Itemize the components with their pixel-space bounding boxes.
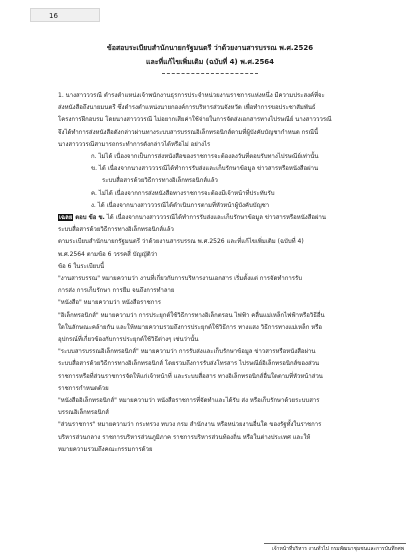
option-b-continued: ระบบสื่อสารด้วยวิธีการทางอิเล็กทรอนิกส์แล้ว bbox=[102, 177, 218, 185]
answer-label: เฉลย bbox=[59, 214, 73, 222]
page-number: 16 bbox=[30, 8, 100, 22]
page-footer: เจ้าหน้าที่บริหาร งานทั่วไป กรมพัฒนาชุมชนและการบันทึกศพ bbox=[264, 543, 406, 556]
question-line: นางสาวววรณีสามารถกระทำการดังกล่าวได้หรือไม่ อย่างไร bbox=[58, 140, 211, 148]
answer-line: ตามระเบียบสำนักนายกรัฐมนตรี ว่าด้วยงานสารบรรณ พ.ศ.2526 และที่แก้ไขเพิ่มเติม (ฉบับที่ 4) bbox=[58, 238, 304, 246]
answer-line: "ส่วนราชการ" หมายความว่า กระทรวง ทบวง กรม สำนักงาน หรือหน่วยงานอื่นใด ของรัฐทั้งในราชการ bbox=[58, 421, 322, 429]
answer-line: ระบบสื่อสารด้วยวิธีการทางอิเล็กทรอนิกส์แล้ว bbox=[58, 226, 174, 234]
answer-line: บรรณอิเล็กทรอนิกส์ bbox=[58, 409, 109, 417]
option-c: ค. ไม่ได้ เนื่องจากการส่งหนังสือทางราชการจะต้องมีเจ้าหน้าที่ประทับรับ bbox=[91, 189, 275, 197]
question-line: จึงได้ทำการส่งหนังสือดังกล่าวผ่านทางระบบสารบรรณอิเล็กทรอนิกส์ตามที่ผู้บังคับบัญชากำหนด กรณีนี้ bbox=[58, 128, 319, 136]
question-line: โครงการฝึกอบรม โดยนางสาวววรณี ไม่อยากเสียค่าใช้จ่ายในการจัดส่งเอกสารทางไปรษณีย์ นางสาวววรณี bbox=[58, 116, 332, 124]
answer-line: "ระบบสารบรรณอิเล็กทรอนิกส์" หมายความว่า การรับส่งและเก็บรักษาข้อมูล ข่าวสารหรือหนังสือผ่าน bbox=[58, 348, 316, 356]
answer-line: พ.ศ.2564 ตามข้อ 6 วรรคสี่ บัญญัติว่า bbox=[58, 250, 158, 258]
answer-line: การส่ง การเก็บรักษา การยืม จนถึงการทำลาย bbox=[58, 287, 175, 295]
question-line: 1. นางสาวววรณี ตำรงตำแหน่งเจ้าพนักงานธุรการประจำหน่วยงานราชการแห่งหนึ่ง มีความประสงค์ที่จะ bbox=[58, 92, 325, 99]
answer-line: บริหารส่วนกลาง ราชการบริหารส่วนภูมิภาค ราชการบริหารส่วนท้องถิ่น หรือในต่างประเทศ และให้ bbox=[58, 433, 311, 441]
document-title: ข้อสอบระเบียบสำนักนายกรัฐมนตรี ว่าด้วยงานสารบรรณ พ.ศ.2526 bbox=[106, 44, 314, 52]
answer-line: ใดในลักษณะคล้ายกัน และให้หมายความรวมถึงการประยุกต์ใช้วิธีการ ทางแสง วิธีการทางแม่เหล็ก หรือ bbox=[58, 323, 323, 331]
answer-line: อุปกรณ์ที่เกี่ยวข้องกับการประยุกต์ใช้วิธีต่างๆ เช่นว่านั้น bbox=[58, 336, 199, 344]
answer-text: ได้ เนื่องจากนางสาวววรณีได้ทำการรับส่งและเก็บรักษาข้อมูล ข่าวสารหรือหนังสือผ่าน bbox=[104, 214, 326, 222]
answer-line: ระบบสื่อสารด้วยวิธีการทางอิเล็กทรอนิกส์ โดยรวมถึงการรับส่งโทรสาร ไปรษณีย์อิเล็กทรอนิกส์ของส่วน bbox=[58, 360, 320, 368]
answer-line: "หนังสืออิเล็กทรอนิกส์" หมายความว่า หนังสือราชการที่จัดทำและได้รับ ส่ง หรือเก็บรักษาด้วยระบบสาร bbox=[58, 397, 320, 405]
answer-line: "หนังสือ" หมายความว่า หนังสือราชการ bbox=[58, 299, 161, 307]
document-subtitle: และที่แก้ไขเพิ่มเติม (ฉบับที่ 4) พ.ศ.2564 bbox=[145, 58, 275, 66]
question-line: ส่งหนังสือถึงนายมนตรี ซึ่งดำรงตำแหน่งนายกองค์การบริหารส่วนจังหวัด เพื่อทำการขอประชาสัมพันธ์ bbox=[58, 104, 316, 112]
answer-line: ข้อ 6 ในระเบียบนี้ bbox=[58, 262, 105, 270]
answer-line: ราชการกำหนดด้วย bbox=[58, 384, 109, 392]
title-divider bbox=[162, 73, 258, 74]
answer-line: หมายความรวมถึงคณะกรรมการด้วย bbox=[58, 445, 153, 453]
answer-choice: ตอบ ข้อ ข. bbox=[75, 214, 105, 222]
option-a: ก. ไม่ได้ เนื่องจากเป็นการส่งหนังสือของราชการจะต้องลงวันที่ตอบรับทางไปรษณีย์เท่านั้น bbox=[91, 153, 319, 161]
answer-line bbox=[58, 212, 390, 224]
answer-line: "อิเล็กทรอนิกส์" หมายความว่า การประยุกต์ใช้วิธีการทางอิเล็กตรอน ไฟฟ้า คลื่นแม่เหล็กไฟฟ้าหรือวิธีอื่น bbox=[58, 311, 325, 319]
answer-line: ราชการหรือที่ส่วนราชการจัดให้แก่เจ้าหน้าที่ และระบบสื่อสาร ทางอิเล็กทรอนิกส์อื่นใดตามที่หัวหน้าส่วน bbox=[58, 372, 323, 380]
option-d: ง. ได้ เนื่องจากนางสาวววรณีได้ดำเนินการตามที่หัวหน้าผู้บังคับบัญชา bbox=[91, 201, 270, 209]
document-body bbox=[58, 90, 390, 456]
option-b: ข. ได้ เนื่องจากนางสาวววรณีได้ทำการรับส่งและเก็บรักษาข้อมูล ข่าวสารหรือหนังสือผ่าน bbox=[91, 165, 319, 173]
answer-line: "งานสารบรรณ" หมายความว่า งานที่เกี่ยวกับการบริหารงานเอกสาร เริ่มตั้งแต่ การจัดทำการรับ bbox=[58, 275, 303, 283]
